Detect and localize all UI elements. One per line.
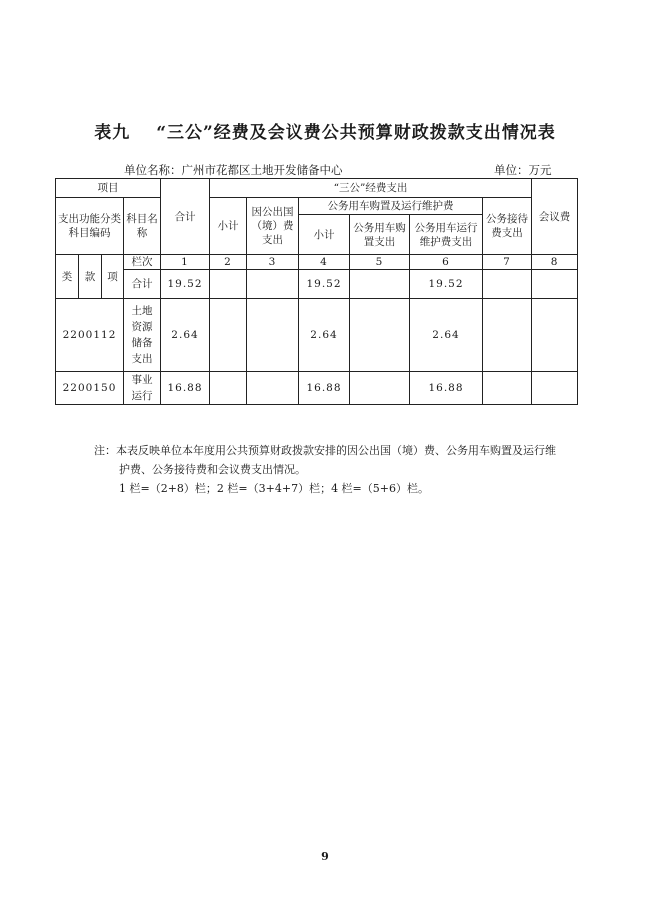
header-car-group: 公务用车购置及运行维护费 xyxy=(299,198,483,215)
footnotes xyxy=(94,441,574,498)
table-number: 表九 xyxy=(94,123,131,143)
row-car-buy xyxy=(350,372,410,405)
row-name-text: 事业运行 xyxy=(131,374,153,402)
header-abroad: 因公出国（境）费支出 xyxy=(247,198,299,255)
row-name xyxy=(124,372,161,405)
note-line-3: 1 栏=（2+8）栏；2 栏=（3+4+7）栏；4 栏=（5+6）栏。 xyxy=(119,482,429,495)
row-subtotal xyxy=(210,270,247,299)
budget-table xyxy=(55,178,578,405)
row-reception xyxy=(483,270,532,299)
row-name: 合计 xyxy=(124,270,161,299)
header-func-code: 支出功能分类科目编码 xyxy=(56,198,124,255)
row-car-run: 19.52 xyxy=(410,270,483,299)
row-car-subtotal: 19.52 xyxy=(299,270,350,299)
row-subtotal xyxy=(210,372,247,405)
col-index-2: 2 xyxy=(210,255,247,270)
header-sangong: “三公”经费支出 xyxy=(210,179,532,198)
table-row xyxy=(56,299,578,372)
row-meeting xyxy=(532,372,578,405)
header-xiang: 项 xyxy=(102,255,124,299)
col-index-7: 7 xyxy=(483,255,532,270)
page-number: 9 xyxy=(321,850,329,863)
header-col-index: 栏次 xyxy=(124,255,161,270)
col-index-6: 6 xyxy=(410,255,483,270)
table-row xyxy=(56,372,578,405)
row-car-subtotal: 2.64 xyxy=(299,299,350,372)
header-reception: 公务接待费支出 xyxy=(483,198,532,255)
unit-label: 单位：万元 xyxy=(494,163,552,177)
row-name xyxy=(124,299,161,372)
row-car-buy xyxy=(350,299,410,372)
row-meeting xyxy=(532,270,578,299)
col-index-4: 4 xyxy=(299,255,350,270)
row-subtotal xyxy=(210,299,247,372)
row-total: 19.52 xyxy=(161,270,210,299)
row-car-run: 16.88 xyxy=(410,372,483,405)
row-car-buy xyxy=(350,270,410,299)
page-title xyxy=(0,118,650,143)
row-abroad xyxy=(247,299,299,372)
note-line-1: 注：本表反映单位本年度用公共预算财政拨款安排的因公出国（境）费、公务用车购置及运行维 xyxy=(94,444,556,457)
col-index-8: 8 xyxy=(532,255,578,270)
col-index-3: 3 xyxy=(247,255,299,270)
row-meeting xyxy=(532,299,578,372)
note-line-2: 护费、公务接待费和会议费支出情况。 xyxy=(119,463,306,476)
row-reception xyxy=(483,372,532,405)
header-subtotal: 小计 xyxy=(210,198,247,255)
col-index-1: 1 xyxy=(161,255,210,270)
unit-name: 单位名称：广州市花都区土地开发储备中心 xyxy=(124,163,343,177)
row-code: 2200150 xyxy=(56,372,124,405)
header-car-buy: 公务用车购置支出 xyxy=(350,215,410,255)
header-meeting: 会议费 xyxy=(532,179,578,255)
row-total: 2.64 xyxy=(161,299,210,372)
col-index-5: 5 xyxy=(350,255,410,270)
header-car-subtotal: 小计 xyxy=(299,215,350,255)
header-project: 项目 xyxy=(56,179,161,198)
header-car-run: 公务用车运行维护费支出 xyxy=(410,215,483,255)
table-title: “三公”经费及会议费公共预算财政拨款支出情况表 xyxy=(156,123,556,143)
row-abroad xyxy=(247,270,299,299)
row-code: 2200112 xyxy=(56,299,124,372)
row-reception xyxy=(483,299,532,372)
row-total: 16.88 xyxy=(161,372,210,405)
header-kuan: 款 xyxy=(79,255,102,299)
row-car-run: 2.64 xyxy=(410,299,483,372)
header-subject-name: 科目名称 xyxy=(124,198,161,255)
header-total: 合计 xyxy=(161,179,210,255)
header-lei: 类 xyxy=(56,255,79,299)
row-name-text: 土地资源储备支出 xyxy=(131,305,153,365)
row-abroad xyxy=(247,372,299,405)
table-row xyxy=(56,270,578,299)
row-car-subtotal: 16.88 xyxy=(299,372,350,405)
